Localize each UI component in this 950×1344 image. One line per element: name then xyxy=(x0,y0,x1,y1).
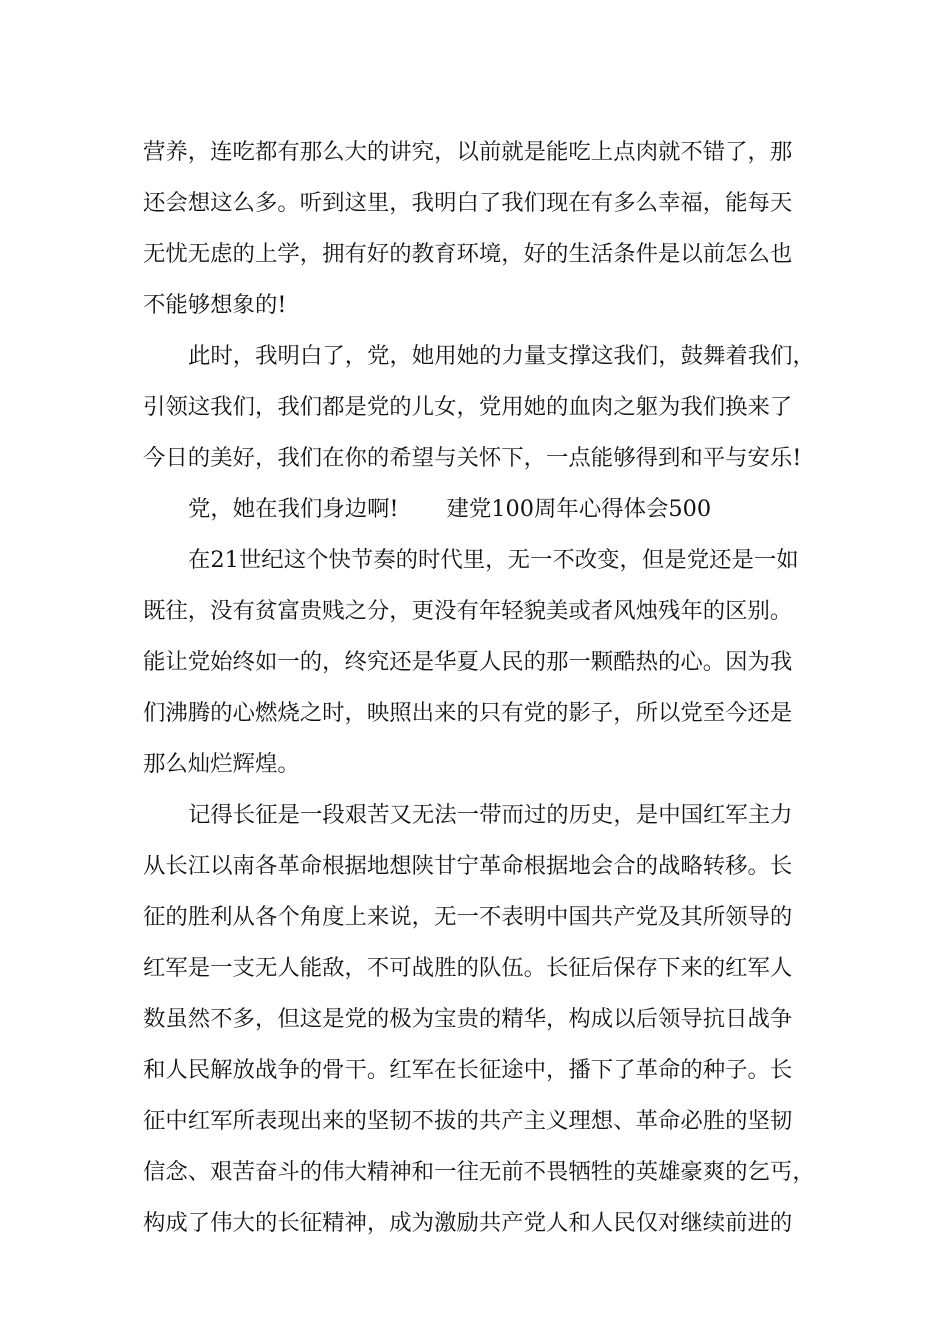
paragraph-1 xyxy=(143,127,828,331)
text-line: 记得长征是一段艰苦又无法一带而过的历史，是中国红军主力 xyxy=(188,802,793,828)
text-line: 无忧无虑的上学，拥有好的教育环境，好的生活条件是以前怎么也 xyxy=(143,241,793,267)
text-line: 引领这我们，我们都是党的儿女，党用她的血肉之躯为我们换来了 xyxy=(143,394,793,420)
paragraph-2 xyxy=(143,331,828,484)
text-line: 不能够想象的! xyxy=(143,292,287,318)
paragraph-4 xyxy=(143,535,828,790)
text-line: 从长江以南各革命根据地想陕甘宁革命根据地会合的战略转移。长 xyxy=(143,853,793,879)
paragraph-5 xyxy=(143,790,828,1249)
text-line: 那么灿烂辉煌。 xyxy=(143,751,300,777)
paragraph-3 xyxy=(143,484,828,535)
text-line: 构成了伟大的长征精神，成为激励共产党人和人民仅对继续前进的 xyxy=(143,1210,793,1236)
text-line: 们沸腾的心燃烧之时，映照出来的只有党的影子，所以党至今还是 xyxy=(143,700,793,726)
text-line: 信念、艰苦奋斗的伟大精神和一往无前不畏牺牲的英雄豪爽的乞丐， xyxy=(143,1159,815,1185)
text-line: 能让党始终如一的，终究还是华夏人民的那一颗酷热的心。因为我 xyxy=(143,649,793,675)
text-line: 数虽然不多，但这是党的极为宝贵的精华，构成以后领导抗日战争 xyxy=(143,1006,793,1032)
text-line: 既往，没有贫富贵贱之分，更没有年轻貌美或者风烛残年的区别。 xyxy=(143,598,793,624)
document-body xyxy=(143,127,828,1249)
text-line: 征的胜利从各个角度上来说，无一不表明中国共产党及其所领导的 xyxy=(143,904,793,930)
text-line: 此时，我明白了，党，她用她的力量支撑这我们，鼓舞着我们， xyxy=(188,343,815,369)
text-line: 和人民解放战争的骨干。红军在长征途中，播下了革命的种子。长 xyxy=(143,1057,793,1083)
text-line: 党，她在我们身边啊! xyxy=(188,496,399,522)
text-line: 今日的美好，我们在你的希望与关怀下，一点能够得到和平与安乐! xyxy=(143,445,802,471)
text-line: 营养，连吃都有那么大的讲究，以前就是能吃上点肉就不错了，那 xyxy=(143,139,793,165)
text-line: 征中红军所表现出来的坚韧不拔的共产主义理想、革命必胜的坚韧 xyxy=(143,1108,793,1134)
text-line: 在21世纪这个快节奏的时代里，无一不改变，但是党还是一如 xyxy=(188,547,799,573)
section-title: 建党100周年心得体会500 xyxy=(446,496,712,522)
text-line: 还会想这么多。听到这里，我明白了我们现在有多么幸福，能每天 xyxy=(143,190,793,216)
text-line: 红军是一支无人能敌，不可战胜的队伍。长征后保存下来的红军人 xyxy=(143,955,793,981)
